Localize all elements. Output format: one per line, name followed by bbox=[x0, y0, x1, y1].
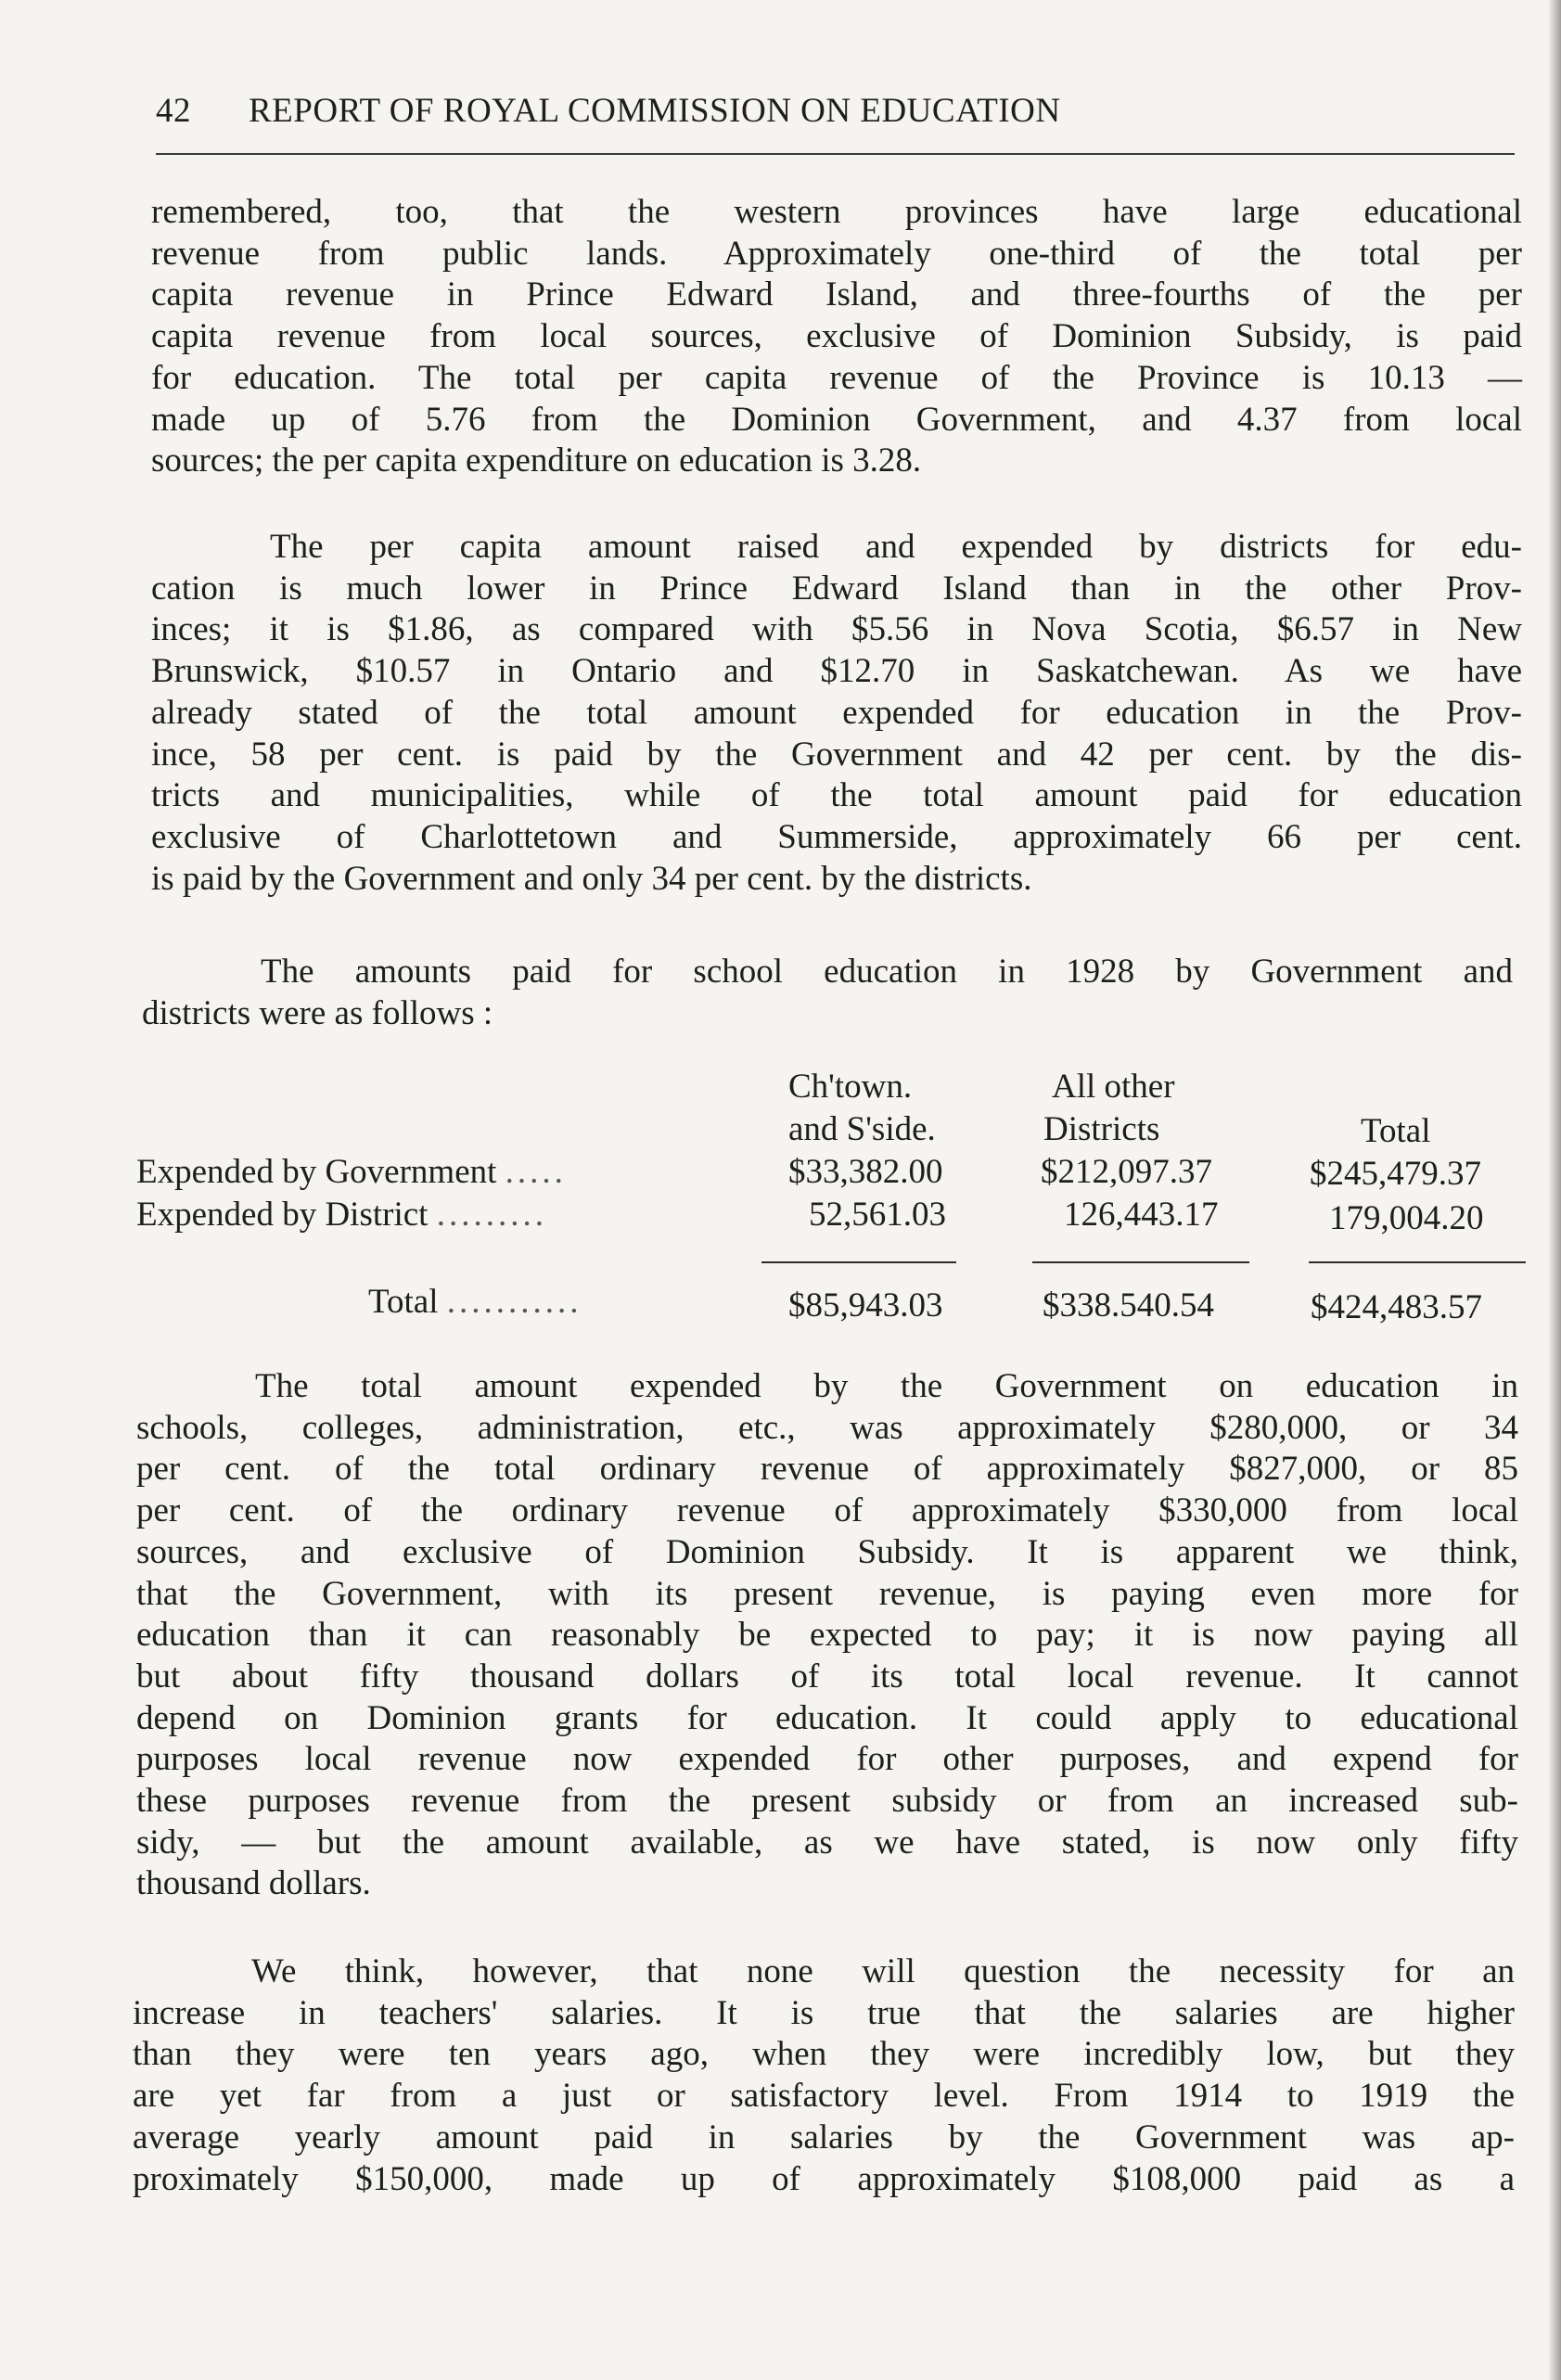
text-line: purposes local revenue now expended for other purposes, and expend for bbox=[136, 1740, 1518, 1779]
leader-dots: ........... bbox=[446, 1283, 582, 1321]
text-line: sidy, — but the amount available, as we have stated, is now only fifty bbox=[136, 1823, 1518, 1862]
cell-total-total: $424,483.57 bbox=[1311, 1288, 1482, 1326]
cell-total-other: $338.540.54 bbox=[1043, 1286, 1214, 1324]
cell-government-total: $245,479.37 bbox=[1310, 1155, 1481, 1193]
text-line: thousand dollars. bbox=[136, 1864, 371, 1903]
header-rule bbox=[156, 153, 1515, 155]
text-line: cation is much lower in Prince Edward Island than in the other Prov- bbox=[151, 569, 1522, 608]
text-line: capita revenue from local sources, exclusive of Dominion Subsidy, is paid bbox=[151, 317, 1522, 356]
row-label-district: Expended by District ......... bbox=[136, 1196, 547, 1234]
paragraph-3 bbox=[142, 952, 1513, 1034]
col-header-other-line2: Districts bbox=[1043, 1110, 1160, 1148]
text-line: is paid by the Government and only 34 per cent. by the districts. bbox=[151, 859, 1032, 898]
text-line: depend on Dominion grants for education. It could apply to educational bbox=[136, 1698, 1518, 1737]
text-line: We think, however, that none will question the necessity for an bbox=[251, 1952, 1515, 1990]
running-header bbox=[156, 91, 1362, 131]
text-line: The total amount expended by the Government on education in bbox=[255, 1367, 1518, 1405]
cell-district-total: 179,004.20 bbox=[1329, 1199, 1484, 1237]
text-line: sources; the per capita expenditure on education is 3.28. bbox=[151, 441, 922, 480]
text-line: capita revenue in Prince Edward Island, and three-fourths of the per bbox=[151, 275, 1522, 314]
text-line: remembered, too, that the western provinces have large educational bbox=[151, 193, 1522, 231]
row-label-total: Total ........... bbox=[368, 1283, 582, 1321]
text-line: sources, and exclusive of Dominion Subsidy. It is apparent we think, bbox=[136, 1532, 1518, 1571]
cell-district-chtown: 52,561.03 bbox=[809, 1196, 946, 1234]
col-header-chtown-line1: Ch'town. bbox=[788, 1068, 913, 1106]
page-edge-shadow bbox=[1548, 0, 1561, 2380]
col-header-total: Total bbox=[1361, 1112, 1431, 1150]
row-label-government: Expended by Government ..... bbox=[136, 1153, 567, 1191]
cell-government-chtown: $33,382.00 bbox=[788, 1153, 943, 1191]
paragraph-1 bbox=[151, 192, 1522, 482]
sum-rule-total bbox=[1309, 1261, 1526, 1263]
page-number: 42 bbox=[156, 92, 191, 130]
cell-government-other: $212,097.37 bbox=[1041, 1153, 1212, 1191]
cell-district-other: 126,443.17 bbox=[1064, 1196, 1219, 1234]
text-line: already stated of the total amount expended for education in the Prov- bbox=[151, 693, 1522, 732]
sum-rule-chtown bbox=[761, 1261, 956, 1263]
text-line: tricts and municipalities, while of the total amount paid for education bbox=[151, 776, 1522, 815]
text-line: than they were ten years ago, when they were incredibly low, but they bbox=[133, 2035, 1515, 2074]
text-line: for education. The total per capita revenue of the Province is 10.13 — bbox=[151, 358, 1522, 397]
text-line: per cent. of the ordinary revenue of approximately $330,000 from local bbox=[136, 1491, 1518, 1530]
text-line: per cent. of the total ordinary revenue of approximately $827,000, or 85 bbox=[136, 1450, 1518, 1489]
text-line: increase in teachers' salaries. It is true that the salaries are higher bbox=[133, 1993, 1515, 2032]
report-title: REPORT OF ROYAL COMMISSION ON EDUCATION bbox=[249, 92, 1061, 130]
cell-total-chtown: $85,943.03 bbox=[788, 1286, 943, 1324]
text-line: revenue from public lands. Approximately one-third of the total per bbox=[151, 234, 1522, 273]
text-line: education than it can reasonably be expected to pay; it is now paying all bbox=[136, 1616, 1518, 1655]
text-line: average yearly amount paid in salaries by the Government was ap- bbox=[133, 2118, 1515, 2156]
leader-dots: ..... bbox=[505, 1153, 567, 1191]
sum-rule-other bbox=[1032, 1261, 1249, 1263]
text-line: Brunswick, $10.57 in Ontario and $12.70 in Saskatchewan. As we have bbox=[151, 652, 1522, 691]
text-line: inces; it is $1.86, as compared with $5.56 in Nova Scotia, $6.57 in New bbox=[151, 610, 1522, 649]
text-line: these purposes revenue from the present subsidy or from an increased sub- bbox=[136, 1782, 1518, 1821]
text-line: districts were as follows : bbox=[142, 993, 493, 1032]
text-line: but about fifty thousand dollars of its total local revenue. It cannot bbox=[136, 1657, 1518, 1695]
text-line: exclusive of Charlottetown and Summerside, approximately 66 per cent. bbox=[151, 817, 1522, 856]
paragraph-4 bbox=[136, 1366, 1518, 1905]
paragraph-5 bbox=[133, 1951, 1515, 2200]
col-header-chtown-line2: and S'side. bbox=[788, 1110, 936, 1148]
text-line: made up of 5.76 from the Dominion Government, and 4.37 from local bbox=[151, 400, 1522, 439]
text-line: The amounts paid for school education in 1928 by Government and bbox=[261, 953, 1513, 991]
leader-dots: ......... bbox=[436, 1196, 547, 1234]
paragraph-2 bbox=[151, 527, 1522, 900]
text-line: are yet far from a just or satisfactory level. From 1914 to 1919 the bbox=[133, 2077, 1515, 2116]
col-header-other-line1: All other bbox=[1052, 1068, 1175, 1106]
text-line: proximately $150,000, made up of approximately $108,000 paid as a bbox=[133, 2159, 1515, 2198]
text-line: that the Government, with its present revenue, is paying even more for bbox=[136, 1574, 1518, 1613]
text-line: ince, 58 per cent. is paid by the Government and 42 per cent. by the dis- bbox=[151, 735, 1522, 774]
text-line: schools, colleges, administration, etc., was approximately $280,000, or 34 bbox=[136, 1408, 1518, 1447]
text-line: The per capita amount raised and expended by districts for edu- bbox=[270, 528, 1522, 566]
